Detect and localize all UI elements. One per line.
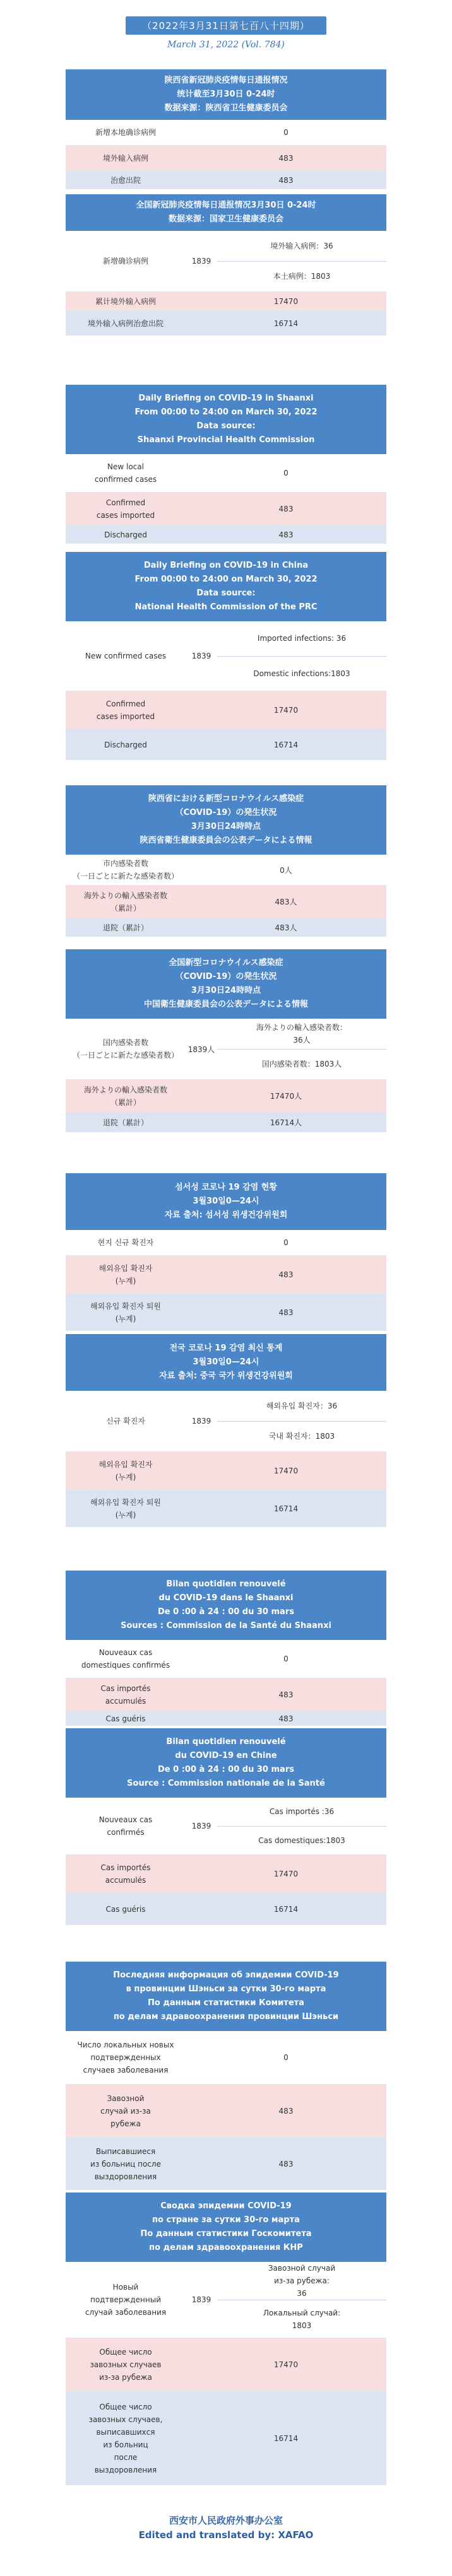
breakdown <box>217 621 386 691</box>
breakdown <box>217 1019 386 1079</box>
row-label: New local confirmed cases <box>94 462 157 484</box>
fr-shaanxi-section <box>66 1571 386 1726</box>
row-value: 483 <box>278 2106 294 2116</box>
row-label: 海外よりの輸入感染者数 （累計） <box>83 1085 167 1107</box>
issue-header <box>0 16 452 50</box>
imported-count: Завозной случай из-за рубежа: 36 <box>268 2264 336 2298</box>
row-value: 483 <box>278 1270 294 1279</box>
row-value: 16714 <box>273 2433 299 2443</box>
row-label: Discharged <box>104 530 147 539</box>
row-label: Cas importés accumulés <box>100 1683 151 1706</box>
new-total: 1839 <box>191 1417 211 1426</box>
row-value: 483人 <box>275 923 297 932</box>
table-row <box>66 2262 386 2338</box>
row-label: 治愈出院 <box>110 175 141 185</box>
section-title: Bilan quotidien renouvelé du COVID-19 en Chine De 0 :00 à 24 : 00 du 30 mars Source : Commission nationale de la Santé <box>66 1728 386 1798</box>
row-value: 16714人 <box>270 1118 302 1127</box>
table-row <box>66 1079 386 1112</box>
cn-shaanxi-section <box>66 69 386 189</box>
row-label: Общее число завозных случаев, выписавшихся из больниц после выздоровления <box>88 2402 163 2474</box>
row-label: Cas guéris <box>105 1714 146 1723</box>
table-row <box>66 231 386 291</box>
table-row <box>66 885 386 918</box>
row-value: 0 <box>283 469 288 477</box>
domestic-count: Domestic infections:1803 <box>217 656 386 691</box>
domestic-count: 국내 확진자：1803 <box>217 1421 386 1452</box>
table-row <box>66 492 386 525</box>
section-title: Daily Briefing on COVID-19 in Shaanxi From 00:00 to 24:00 on March 30, 2022 Data source: Shaanxi Provincial Health Commission <box>66 385 386 454</box>
row-label: 累计境外输入病例 <box>95 296 156 306</box>
row-value: 0 <box>283 2053 288 2062</box>
table-row <box>66 1640 386 1678</box>
table-row <box>66 1678 386 1711</box>
table-row <box>66 1255 386 1293</box>
row-value: 17470 <box>273 2360 299 2369</box>
section-title: 陕西省新冠肺炎疫情每日通报情况 统计截至3月30日 0-24时 数据来源：陕西省卫生健康委员会 <box>66 69 386 120</box>
row-value: 483 <box>278 2159 294 2169</box>
footer-credit: Edited and translated by: XAFAO <box>138 2529 314 2541</box>
row-value: 483 <box>278 530 294 539</box>
row-label: Nouveaux cas domestiques confirmés <box>81 1648 170 1670</box>
row-value: 483 <box>278 1714 294 1723</box>
row-label: 신규 확진자 <box>106 1417 145 1426</box>
row-value: 17470 <box>273 296 299 306</box>
section-title: 全国新冠肺炎疫情每日通报情况3月30日 0-24时 数据来源：国家卫生健康委员会 <box>66 194 386 231</box>
row-value: 483 <box>278 1690 294 1699</box>
domestic-count: Локальный случай: 1803 <box>217 2300 386 2338</box>
table-row <box>66 525 386 544</box>
row-value: 16714 <box>273 740 299 749</box>
section-title: 전국 코로나 19 감염 최신 통계 3월30일0—24시 자료 출처: 중국 국가 위생건강위원회 <box>66 1334 386 1391</box>
section-title: Последняя информация об эпидемии COVID-19 в провинции Шэньси за сутки 30-го марта По данным статистики Комитета по делам здравоохранения провинции Шэньси <box>66 1962 386 2031</box>
table-row <box>66 145 386 170</box>
table-row <box>66 454 386 492</box>
fr-national-section <box>66 1728 386 1925</box>
section-title: Bilan quotidien renouvelé du COVID-19 dans le Shaanxi De 0 :00 à 24 : 00 du 30 mars Sources : Commission de la Santé du Shaanxi <box>66 1571 386 1640</box>
row-value: 16714 <box>273 1504 299 1513</box>
row-value: 17470 <box>273 705 299 715</box>
row-label: Новый подтвержденный случай заболевания <box>85 2283 167 2317</box>
section-title: 陕西省における新型コロナウイルス感染症 （COVID-19）の発生状況 3月30日24時時点 陕西省衛生健康委員会の公表データによる情報 <box>66 785 386 855</box>
row-label: 해외유입 확진자 (누계) <box>98 1460 153 1482</box>
row-label: Число локальных новых подтвержденных случаев заболевания <box>77 2040 174 2075</box>
table-row <box>66 1854 386 1892</box>
table-row <box>66 1019 386 1079</box>
row-value: 483人 <box>275 898 297 906</box>
row-label: Nouveaux cas confirmés <box>98 1815 153 1837</box>
table-row <box>66 1293 386 1331</box>
footer <box>0 2514 452 2541</box>
row-label: 海外よりの輸入感染者数 （累計） <box>83 891 167 913</box>
table-row <box>66 691 386 729</box>
row-value: 0 <box>283 1654 288 1663</box>
row-value: 0 <box>283 1238 288 1247</box>
section-title: 섬서성 코로나 19 감염 현황 3월30일0—24시 자료 출처: 섬서성 위생건강위원회 <box>66 1173 386 1230</box>
imported-count: 境外输入病例：36 <box>270 241 333 250</box>
issue-date-cn: （2022年3月31日第七百八十四期） <box>126 16 326 35</box>
ru-shaanxi-section <box>66 1962 386 2190</box>
row-label: 新增本地确诊病例 <box>95 128 156 137</box>
row-label: 退院（累計） <box>102 1118 148 1127</box>
row-label: 退院（累計） <box>102 923 148 932</box>
section-title: Daily Briefing on COVID-19 in China From 00:00 to 24:00 on March 30, 2022 Data source: National Health Commission of the PRC <box>66 552 386 621</box>
row-label: 新增确诊病例 <box>102 257 148 266</box>
row-label: 해외유입 확진자 퇴원 (누계) <box>90 1301 161 1323</box>
table-row <box>66 918 386 937</box>
row-label: Discharged <box>104 740 147 749</box>
table-row <box>66 2391 386 2485</box>
row-value: 0 <box>283 128 288 137</box>
row-label: Confirmed cases imported <box>96 498 155 520</box>
row-label: 해외유입 확진자 퇴원 (누계) <box>90 1497 161 1519</box>
table-row <box>66 729 386 760</box>
imported-count: 해외유입 확진자：36 <box>266 1401 338 1410</box>
imported-count: Imported infections: 36 <box>257 634 347 643</box>
row-label: Выписавшиеся из больниц после выздоровления <box>90 2146 161 2181</box>
ru-national-section <box>66 2193 386 2485</box>
breakdown <box>217 231 386 291</box>
table-row <box>66 621 386 691</box>
row-label: 境外输入病例 <box>102 153 148 163</box>
row-value: 17470 <box>273 1466 299 1475</box>
row-label: Cas importés accumulés <box>100 1863 151 1885</box>
row-label: 境外输入病例治愈出院 <box>87 319 164 328</box>
table-row <box>66 1711 386 1726</box>
table-row <box>66 1489 386 1527</box>
table-row <box>66 2031 386 2084</box>
row-value: 483 <box>278 153 294 163</box>
table-row <box>66 1892 386 1925</box>
new-total: 1839 <box>191 1822 211 1830</box>
new-total: 1839 <box>191 257 211 266</box>
table-row <box>66 2338 386 2391</box>
row-label: 현지 신규 확진자 <box>97 1238 154 1247</box>
row-value: 16714 <box>273 1904 299 1914</box>
row-label: Confirmed cases imported <box>96 699 155 721</box>
table-row <box>66 1451 386 1489</box>
table-row <box>66 855 386 885</box>
jp-shaanxi-section <box>66 785 386 937</box>
table-row <box>66 291 386 310</box>
new-total: 1839 <box>191 652 211 660</box>
table-row <box>66 2084 386 2137</box>
row-value: 16714 <box>273 319 299 328</box>
jp-national-section <box>66 949 386 1132</box>
row-label: Cas guéris <box>105 1904 146 1914</box>
kr-national-section <box>66 1334 386 1527</box>
row-value: 0人 <box>280 865 292 875</box>
domestic-count: 国内感染者数：1803人 <box>217 1049 386 1080</box>
table-row <box>66 1230 386 1255</box>
table-row <box>66 1798 386 1854</box>
footer-organization: 西安市人民政府外事办公室 <box>169 2515 283 2526</box>
row-value: 483 <box>278 504 294 513</box>
row-value: 483 <box>278 175 294 185</box>
issue-date-en: March 31, 2022 (Vol. 784) <box>167 40 285 50</box>
table-row <box>66 2137 386 2190</box>
row-label: 国内感染者数 （一日ごとに新たな感染者数） <box>72 1038 179 1060</box>
row-value: 17470 <box>273 1869 299 1878</box>
table-row <box>66 310 386 336</box>
section-title: Сводка эпидемии COVID-19 по стране за сутки 30-го марта По данным статистики Госкомитета по делам здравоохранения КНР <box>66 2193 386 2262</box>
breakdown <box>217 2262 386 2338</box>
en-national-section <box>66 552 386 760</box>
domestic-count: Cas domestiques:1803 <box>217 1826 386 1855</box>
imported-count: 海外よりの輸入感染者数： 36人 <box>256 1022 347 1045</box>
table-row <box>66 1112 386 1132</box>
breakdown <box>217 1391 386 1451</box>
table-row <box>66 170 386 189</box>
row-label: 해외유입 확진자 (누계) <box>98 1263 153 1285</box>
table-row <box>66 1391 386 1451</box>
row-value: 483 <box>278 1308 294 1317</box>
row-value: 17470人 <box>270 1092 302 1101</box>
row-label: Общее число завозных случаев из-за рубежа <box>90 2347 162 2382</box>
en-shaanxi-section <box>66 385 386 544</box>
imported-count: Cas importés :36 <box>269 1807 335 1817</box>
breakdown <box>217 1798 386 1854</box>
kr-shaanxi-section <box>66 1173 386 1331</box>
row-label: New confirmed cases <box>85 652 167 660</box>
row-label: Завозной случай из-за рубежа <box>100 2093 151 2128</box>
cn-national-section <box>66 194 386 336</box>
section-title: 全国新型コロナウイルス感染症 （COVID-19）の発生状況 3月30日24時時点 中国衛生健康委員会の公表データによる情報 <box>66 949 386 1019</box>
domestic-count: 本土病例：1803 <box>217 261 386 292</box>
row-label: 市内感染者数 （一日ごとに新たな感染者数） <box>72 859 179 881</box>
new-total: 1839人 <box>187 1045 215 1054</box>
new-total: 1839 <box>191 2295 211 2304</box>
table-row <box>66 120 386 145</box>
